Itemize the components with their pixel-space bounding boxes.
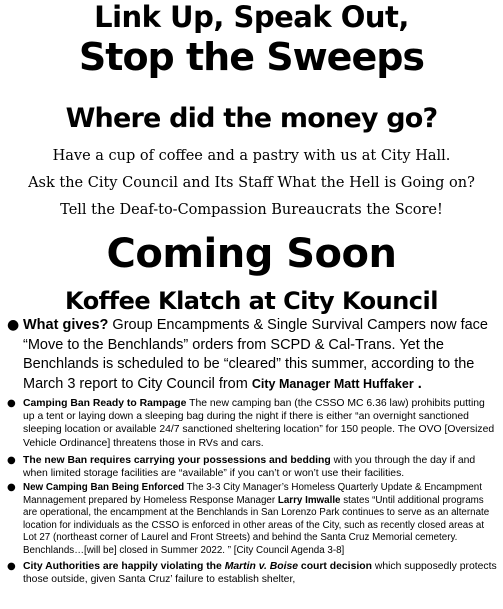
bullet-what-gives <box>0 316 503 394</box>
headline-stop-the-sweeps: Stop the Sweeps <box>78 35 425 79</box>
bullet-lead-end: court decision <box>298 561 372 573</box>
bullet-text: Group Encampments & Single Survival Campers now face “Move to the Benchlands” orders from SCPD & Cal-Trans. Yet the Benchlands is scheduled to be “cleared” this summer, according to the March 3 report to City Council from <box>23 317 488 392</box>
bullet-text-quote: states “Until additional programs are operational, the encampment at the Benchlands in San Lorenzo Park continues to serve as an alternate location for individuals as the CSSO is enforced in other areas of the City, such as recently closed areas at Lot 27 (northeast corner of Laurel and Front Streets) and behind the Santa Cruz Memorial cemetery. Benchlands…[will be] closed in Summer 2022. ” [City Council Agenda 3-8] <box>23 494 490 556</box>
bullet-text-end: . <box>413 375 422 392</box>
bullet-lead: What gives? <box>23 317 109 333</box>
bullet-text: with you through the day if and when limited storage facilities are “available” if you can’t or won’t use their facilities. <box>23 454 476 480</box>
invite-line-tell-bureaucrats: Tell the Deaf-to-Compassion Bureaucrats the Score! <box>60 202 443 218</box>
bullet-list <box>0 316 503 587</box>
bullet-text: The new camping ban (the CSSO MC 6.36 law) prohibits putting up a tent or laying down a sleeping bag during the night if there is either “an overnight sanctioned sleeping location or available 24/7 sanctioned sheltering location” for 150 people. The OVO [Oversized Vehicle Ordinance] threatens those in RVs and cars. <box>23 398 495 449</box>
bullet-dot-icon: ● <box>7 561 16 573</box>
bullet-dot-icon: ● <box>7 454 16 466</box>
event-name-heading: Koffee Klatch at City Kouncil <box>65 287 438 315</box>
bullet-lead: New Camping Ban Being Enforced <box>23 482 185 494</box>
bullet-martin-v-boise <box>0 560 503 586</box>
bullet-camping-ban-rampage <box>0 397 503 450</box>
bullet-new-ban-possessions <box>0 454 503 480</box>
response-manager-name: Larry Imwalle <box>277 494 341 506</box>
bullet-lead: Camping Ban Ready to Rampage <box>23 398 187 409</box>
bullet-lead: The new Ban requires carrying your possessions and bedding <box>23 454 331 466</box>
headline-where-money: Where did the money go? <box>65 103 438 134</box>
bullet-dot-icon: ● <box>7 317 20 333</box>
bullet-dot-icon: ● <box>7 398 16 409</box>
court-case-name: Martin v. Boise <box>224 561 299 573</box>
headline-link-up: Link Up, Speak Out, <box>94 0 409 34</box>
bullet-text: which supposedly protects those outside, given Santa Cruz’ failure to establish shelter, <box>23 561 497 586</box>
bullet-dot-icon: ● <box>7 482 16 494</box>
bullet-text: The 3-3 City Manager’s Homeless Quarterly Update & Encampment Mannagement prepared by Homeless Response Manager <box>23 482 482 506</box>
bullet-ban-enforced <box>0 482 503 557</box>
coming-soon-heading: Coming Soon <box>106 231 397 277</box>
invite-line-coffee: Have a cup of coffee and a pastry with us at City Hall. <box>52 148 451 164</box>
city-manager-name: City Manager Matt Huffaker <box>251 376 414 391</box>
invite-line-ask-council: Ask the City Council and Its Staff What the Hell is Going on? <box>28 175 475 191</box>
bullet-lead: City Authorities are happily violating the <box>23 561 225 573</box>
